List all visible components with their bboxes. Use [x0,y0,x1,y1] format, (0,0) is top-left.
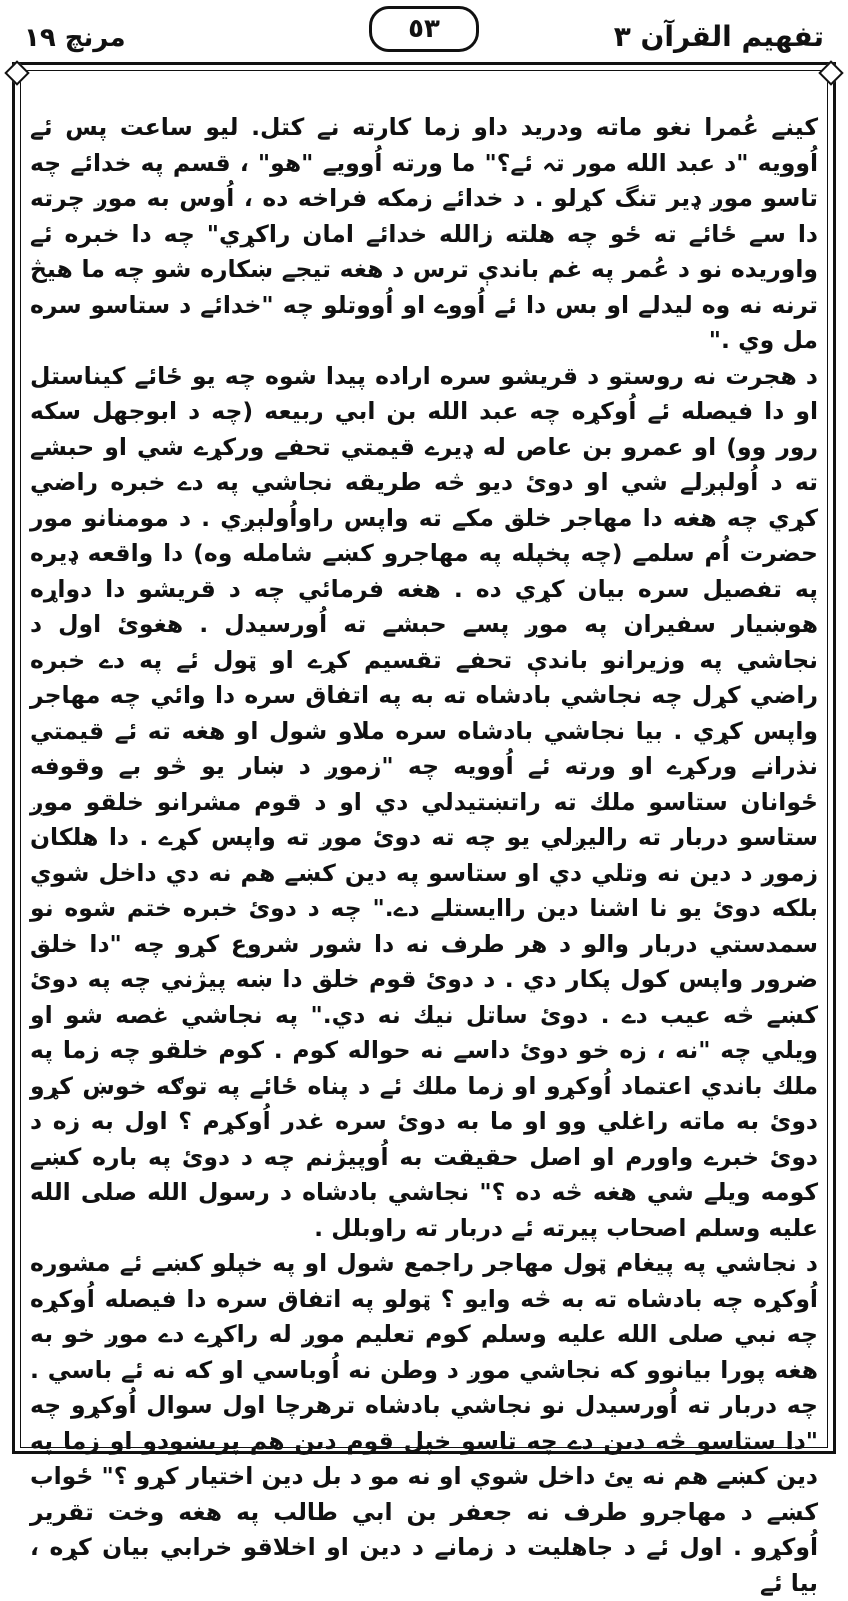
paragraph-2: د هجرت نه روستو د قريشو سره اراده پيدا شوه چه يو ځائے كيناستل او دا فيصله ئے اُوكړه چه عبد الله بن ابي ربيعه (چه د ابوجهل سكه رور وو) او عمرو بن عاص له ډيرے قيمتي تحفے وركړے شي او حبشے ته د اُولېږلے شي او دوئ ديو څه طريقه نجاشي په دے خبره راضي كړي چه هغه دا مهاجر خلق مكے ته واپس راواُولېږي . د مومنانو مور حضرت اُم سلمے (چه پخپله په مهاجرو كښے شامله وه) دا واقعه ډيره په تفصيل سره بيان كړي ده . هغه فرمائي چه د قريشو دا دواړه هوښيار سفيران په موږ پسے حبشے ته اُورسيدل . هغوئ اول د نجاشي په وزيرانو باندې تحفے تقسيم كړے او ټول ئے په دے خبره راضي كړل چه نجاشي بادشاه ته به په اتفاق سره دا وائي چه مهاجر واپس كړي . بيا نجاشي بادشاه سره ملاو شول او هغه ته ئے قيمتي نذرانے وركړے او ورته ئے اُوويه چه "زموږ د ښار يو څو بے وقوفه ځوانان ستاسو ملك ته راتښتيدلي دي او د قوم مشرانو خلقو موږ ستاسو دربار ته راليږلي يو چه ته دوئ موږ ته واپس كړے . دا هلكان زموږ د دين نه وتلي دي او ستاسو په دين كښے هم نه دي داخل شوي بلكه دوئ يو نا اشنا دين راايستلے دے." چه د دوئ خبره ختم شوه نو سمدستي دربار والو د هر طرف نه دا شور شروع كړو چه "دا خلق ضرور واپس كول پكار دي . د دوئ قوم خلق دا ښه پيژني چه په دوئ كښے څه عيب دے . دوئ ساتل نيك نه دي." په نجاشي غصه شو او ويلي چه "نه ، زه خو دوئ داسے نه حواله كوم . كوم خلقو چه زما په ملك باندي اعتماد اُوكړو او زما ملك ئے د پناه ځائے په توګه خوښ كړو دوئ به ماته راغلي وو او ما به دوئ سره غدر اُوكړم ؟ اول به زه د دوئ خبرے واورم او اصل حقيقت به اُوپيژنم چه د دوئ په باره كښے كومه ويلے شي هغه څه ده ؟" نجاشي بادشاه د رسول الله صلى الله عليه وسلم اصحاب پيرته ئے دربار ته راوبلل . [30,361,818,1242]
issue-month: مرنچ ١٩ [24,23,126,53]
paragraph-1: كينے عُمرا نغو ماته ودرید داو زما كارته نے كتل. ليو ساعت پس ئے اُوويه "د عبد الله مور تہ ئے؟" ما ورته اُوويے "هو" ، قسم په خدائے چه تاسو موږ ډیر تنگ كړلو . د خدائے زمكه فراخه ده ، اُوس به موږ چرته دا سے ځائے ته ځو چه هلته زالله خدائے امان راكړي" چه دا خبره ئے واوريده نو د عُمر په غم باندې ترس د هغه تيجے ښكاره شو چه ما هيڅ ترنه نه وه ليدلے او بس دا ئے اُووے او اُووتلو چه "خدائے د ستاسو سره مل وي ." [30,113,818,354]
book-title: تفهيم القرآن ٣ [613,20,824,53]
page-number: ٥٣ [369,6,479,52]
page-header [18,6,830,58]
body-text [30,110,818,1597]
paragraph-3: د نجاشي په پيغام ټول مهاجر راجمع شول او په خپلو كښے ئے مشوره اُوكړه چه بادشاه ته به څه وايو ؟ ټولو په اتفاق سره دا فيصله اُوكړه چه نبي صلى الله عليه وسلم كوم تعليم موږ له راكړے دے موږ خو به هغه پورا بيانوو كه نجاشي موږ د وطن نه اُوباسي او كه نه ئے باسي . چه دربار ته اُورسيدل نو نجاشي بادشاه ترهرچا اول سوال اُوكړو چه "دا ستاسو څه دين دے چه تاسو خپل قوم دين هم پريښودو او زما په دين كښے هم نه يئ داخل شوي او نه مو د بل دين اختيار كړو ؟" ځواب كښے د مهاجرو طرف نه جعفر بن ابي طالب په هغه وخت تقرير اُوكړو . اول ئے د جاهليت د زمانے د دين او اخلاقو خرابي بيان كړه ، بيا ئے [30,1249,818,1597]
